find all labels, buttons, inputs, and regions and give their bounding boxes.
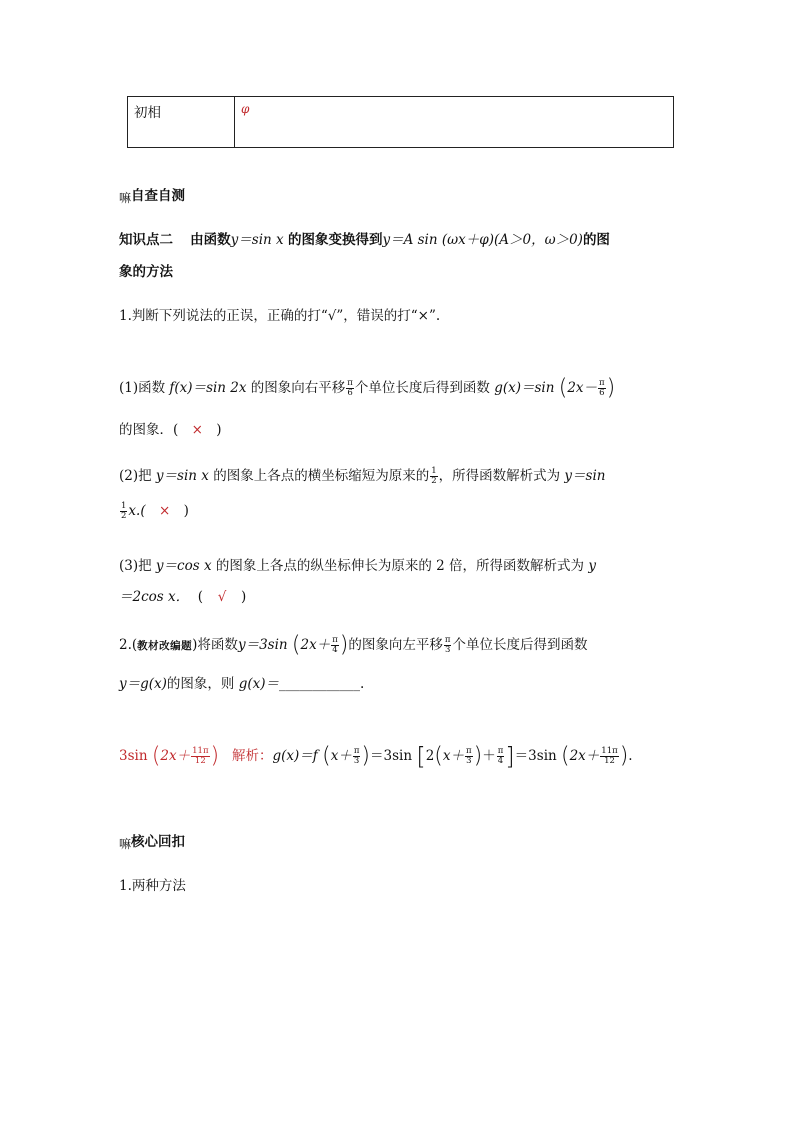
question-1-prompt: 1.判断下列说法的正误，正确的打“√”，错误的打“×”. (119, 308, 441, 324)
params-table (127, 96, 674, 148)
table-row (128, 97, 674, 148)
question-2: 2.(教材改编题)将函数y＝3sin (2x＋ $\frac{\pi}{4}$ )的图象向左平移 $\frac{\pi}{3}$ 个单位长度后得到函数 (119, 632, 588, 658)
answer-check-mark: √ (217, 589, 227, 605)
answer-cross-mark: × (191, 422, 203, 438)
item-1: 1.两种方法 (119, 878, 186, 894)
bullet-mark-icon: 嘛 (119, 191, 132, 205)
statement-1: (1)函数 f(x)＝sin 2x 的图象向右平移 $\frac{\pi}{6}$ 个单位长度后得到函数 g(x)＝sin (2x－ $\frac{\pi}{6}$ ) (119, 375, 616, 401)
question-2-line2: y＝g(x)的图象，则 g(x)＝____________. (119, 676, 365, 692)
fraction: $\frac{\pi}{6}$ (347, 378, 353, 398)
knowledge-point-title: 知识点二 由函数y＝sin x 的图象变换得到y＝A sin (ωx＋φ)(A＞0，ω＞0)的图 (119, 232, 610, 248)
question-tag: 教材改编题 (137, 640, 193, 652)
statement-3-line2: ＝2cos x． ( √ ) (119, 589, 247, 605)
statement-2-line2: $\frac{1}{2}$ x.( × ) (121, 501, 189, 521)
section-heading-self-check: 嘛自查自测 (119, 188, 185, 205)
bullet-mark-icon: 嘛 (119, 837, 132, 851)
table-row-label: 初相 (128, 97, 235, 148)
section-heading-core-review: 嘛核心回扣 (119, 834, 185, 851)
answer-cross-mark: × (158, 503, 171, 519)
answer-value: 3sin (2x＋ $\frac{11\pi}{12}$ ) (119, 743, 220, 769)
table-row-value: φ (235, 97, 674, 148)
knowledge-point-title-line2: 象的方法 (119, 264, 173, 280)
solution-label: 解析： (232, 748, 273, 764)
statement-3: (3)把 y＝cos x 的图象上各点的纵坐标伸长为原来的 2 倍，所得函数解析式为 y (119, 558, 596, 574)
statement-2: (2)把 y＝sin x 的图象上各点的横坐标缩短为原来的 $\frac{1}{2}$ ，所得函数解析式为 y＝sin (119, 466, 606, 486)
answer-blank: ____________ (279, 676, 361, 692)
answer-2-solution: 3sin (2x＋ $\frac{11\pi}{12}$ ) 解析：g(x)＝f (x＋ $\frac{\pi}{3}$ )＝3sin [2(x＋ $\frac{\pi}{3}$ )＋ $\frac{\pi}{4}$ ]＝3sin (2x＋ $\frac{11\pi}{12}$ ). (119, 742, 633, 771)
statement-1-line2: 的图象．( × ) (119, 422, 222, 438)
